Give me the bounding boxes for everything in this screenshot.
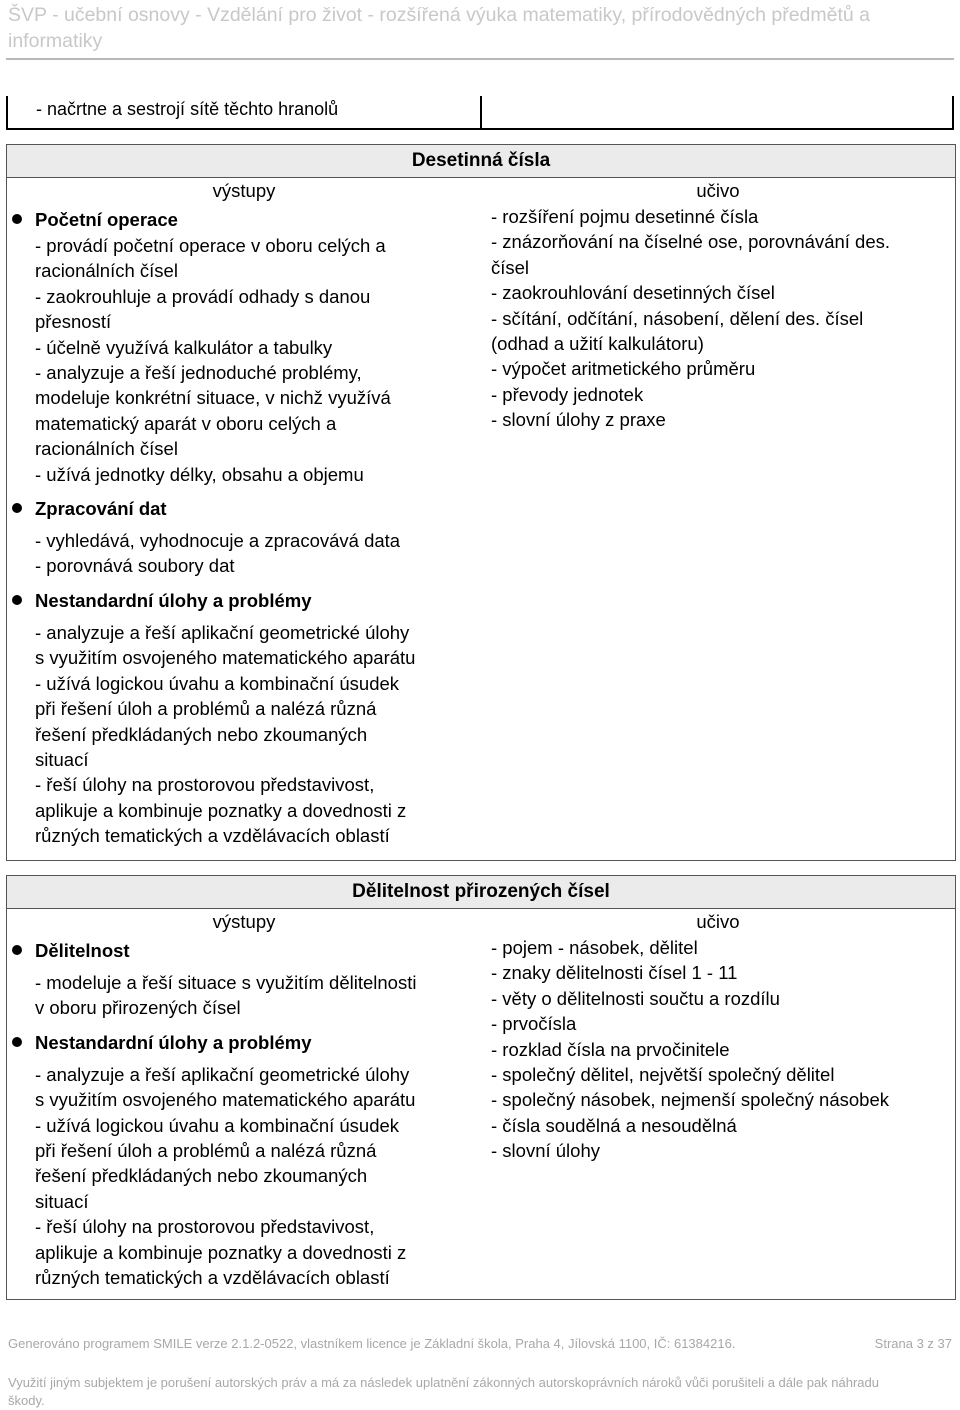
bullet-icon <box>12 503 22 513</box>
topic-heading <box>7 206 481 233</box>
output-line: matematický aparát v oboru celých a <box>35 412 337 434</box>
output-line: při řešení úloh a problémů a nalézá různá <box>35 1140 377 1162</box>
previous-table-continuation <box>6 96 954 130</box>
output-line: - vyhledává, vyhodnocuje a zpracovává data <box>35 530 401 552</box>
output-line: - užívá logickou úvahu a kombinační úsudek <box>35 1114 400 1136</box>
content-line: (odhad a užití kalkulátoru) <box>491 333 704 355</box>
content-line: - rozklad čísla na prvočinitele <box>491 1038 730 1060</box>
section-title: Desetinná čísla <box>7 145 955 178</box>
outputs-header: výstupy <box>212 180 276 201</box>
output-line: aplikuje a kombinuje poznatky a dovednosti z <box>35 799 407 821</box>
content-line: čísel <box>491 256 530 278</box>
content-line: - věty o dělitelnosti součtu a rozdílu <box>491 987 780 1009</box>
content-line: - znaky dělitelnosti čísel 1 - 11 <box>491 962 738 984</box>
output-line: - řeší úlohy na prostorovou představivost, <box>35 774 375 796</box>
output-line: s využitím osvojeného matematického aparátu <box>35 647 416 669</box>
output-line: při řešení úloh a problémů a nalézá různá <box>35 698 377 720</box>
header-divider <box>6 58 954 60</box>
output-line: aplikuje a kombinuje poznatky a dovednosti z <box>35 1241 407 1263</box>
output-line: modeluje konkrétní situace, v nichž využívá <box>35 387 391 409</box>
column-divider <box>480 96 482 128</box>
output-line: - užívá logickou úvahu a kombinační úsudek <box>35 672 400 694</box>
output-line: - provádí početní operace v oboru celých a <box>35 235 386 256</box>
output-line: situací <box>35 748 89 770</box>
output-line: - řeší úlohy na prostorovou představivost, <box>35 1216 375 1238</box>
topic-name: Dělitelnost <box>35 940 130 961</box>
bullet-icon <box>12 945 22 955</box>
content-line: - převody jednotek <box>491 383 644 405</box>
section-desetinna-cisla <box>6 144 956 861</box>
output-line: - modeluje a řeší situace s využitím dělitelnosti <box>35 972 417 993</box>
topic-name: Nestandardní úlohy a problémy <box>35 1031 312 1053</box>
footer-generated-text: Generováno programem SMILE verze 2.1.2-0522, vlastníkem licence je Základní škola, Praha 4, Jílovská 1100, IČ: 61384216. <box>8 1336 736 1351</box>
section-delitelnost <box>6 875 956 1300</box>
content-line: - prvočísla <box>491 1013 577 1035</box>
content-line: - společný násobek, nejmenší společný násobek <box>491 1089 889 1111</box>
content-line: - společný dělitel, největší společný dělitel <box>491 1064 835 1086</box>
output-line: situací <box>35 1190 89 1212</box>
outputs-column <box>7 909 481 1290</box>
output-line: - analyzuje a řeší aplikační geometrické úlohy <box>35 1063 410 1085</box>
output-line: - zaokrouhluje a provádí odhady s danou <box>35 285 371 307</box>
output-line: různých tematických a vzdělávacích oblastí <box>35 1267 390 1289</box>
topic-name: Zpracování dat <box>35 498 167 520</box>
section-title: Dělitelnost přirozených čísel <box>7 876 955 909</box>
bullet-icon <box>12 214 22 224</box>
output-line: přesností <box>35 311 112 333</box>
content-line: - slovní úlohy z praxe <box>491 409 666 431</box>
output-line: racionálních čísel <box>35 260 178 282</box>
bullet-icon <box>12 595 22 605</box>
outputs-header: výstupy <box>212 911 276 932</box>
output-line: řešení předkládaných nebo zkoumaných <box>35 723 368 745</box>
content-line: - sčítání, odčítání, násobení, dělení des. čísel <box>491 307 864 329</box>
continuation-text: - načrtne a sestrojí sítě těchto hranolů <box>36 99 339 119</box>
content-column <box>481 909 955 1164</box>
content-header: učivo <box>696 911 740 932</box>
topic-heading <box>7 495 481 522</box>
footer-copyright-note: Využití jiným subjektem je porušení autorských práv a má za následek uplatnění zákonných autorskoprávních nároků vůči porušiteli a dále pak náhradu škody. <box>8 1375 879 1408</box>
output-line: - porovnává soubory dat <box>35 555 235 577</box>
topic-name: Nestandardní úlohy a problémy <box>35 589 312 611</box>
content-header: učivo <box>696 180 740 201</box>
content-line: - slovní úlohy <box>491 1140 600 1162</box>
content-line: - pojem - násobek, dělitel <box>491 937 698 958</box>
page-number: Strana 3 z 37 <box>874 1336 952 1351</box>
topic-heading <box>7 937 481 964</box>
content-line: - znázorňování na číselné ose, porovnávání des. <box>491 231 891 253</box>
output-line: s využitím osvojeného matematického aparátu <box>35 1089 416 1111</box>
topic-name: Početní operace <box>35 209 178 230</box>
topic-heading <box>7 587 481 614</box>
output-line: - analyzuje a řeší aplikační geometrické úlohy <box>35 621 410 643</box>
output-line: různých tematických a vzdělávacích oblastí <box>35 825 390 847</box>
content-line: - výpočet aritmetického průměru <box>491 358 756 380</box>
content-line: - čísla soudělná a nesoudělná <box>491 1114 737 1136</box>
output-line: v oboru přirozených čísel <box>35 997 241 1019</box>
document-header-title: ŠVP - učební osnovy - Vzdělání pro život - rozšířená výuka matematiky, přírodovědných předmětů a informatiky <box>8 4 871 52</box>
output-line: - užívá jednotky délky, obsahu a objemu <box>35 463 364 485</box>
bullet-icon <box>12 1037 22 1047</box>
output-line: - analyzuje a řeší jednoduché problémy, <box>35 362 362 384</box>
output-line: racionálních čísel <box>35 438 178 460</box>
content-line: - zaokrouhlování desetinných čísel <box>491 282 775 304</box>
outputs-column <box>7 178 481 849</box>
output-line: - účelně využívá kalkulátor a tabulky <box>35 336 333 358</box>
output-line: řešení předkládaných nebo zkoumaných <box>35 1165 368 1187</box>
content-line: - rozšíření pojmu desetinné čísla <box>491 206 759 227</box>
content-column <box>481 178 955 433</box>
topic-heading <box>7 1029 481 1056</box>
